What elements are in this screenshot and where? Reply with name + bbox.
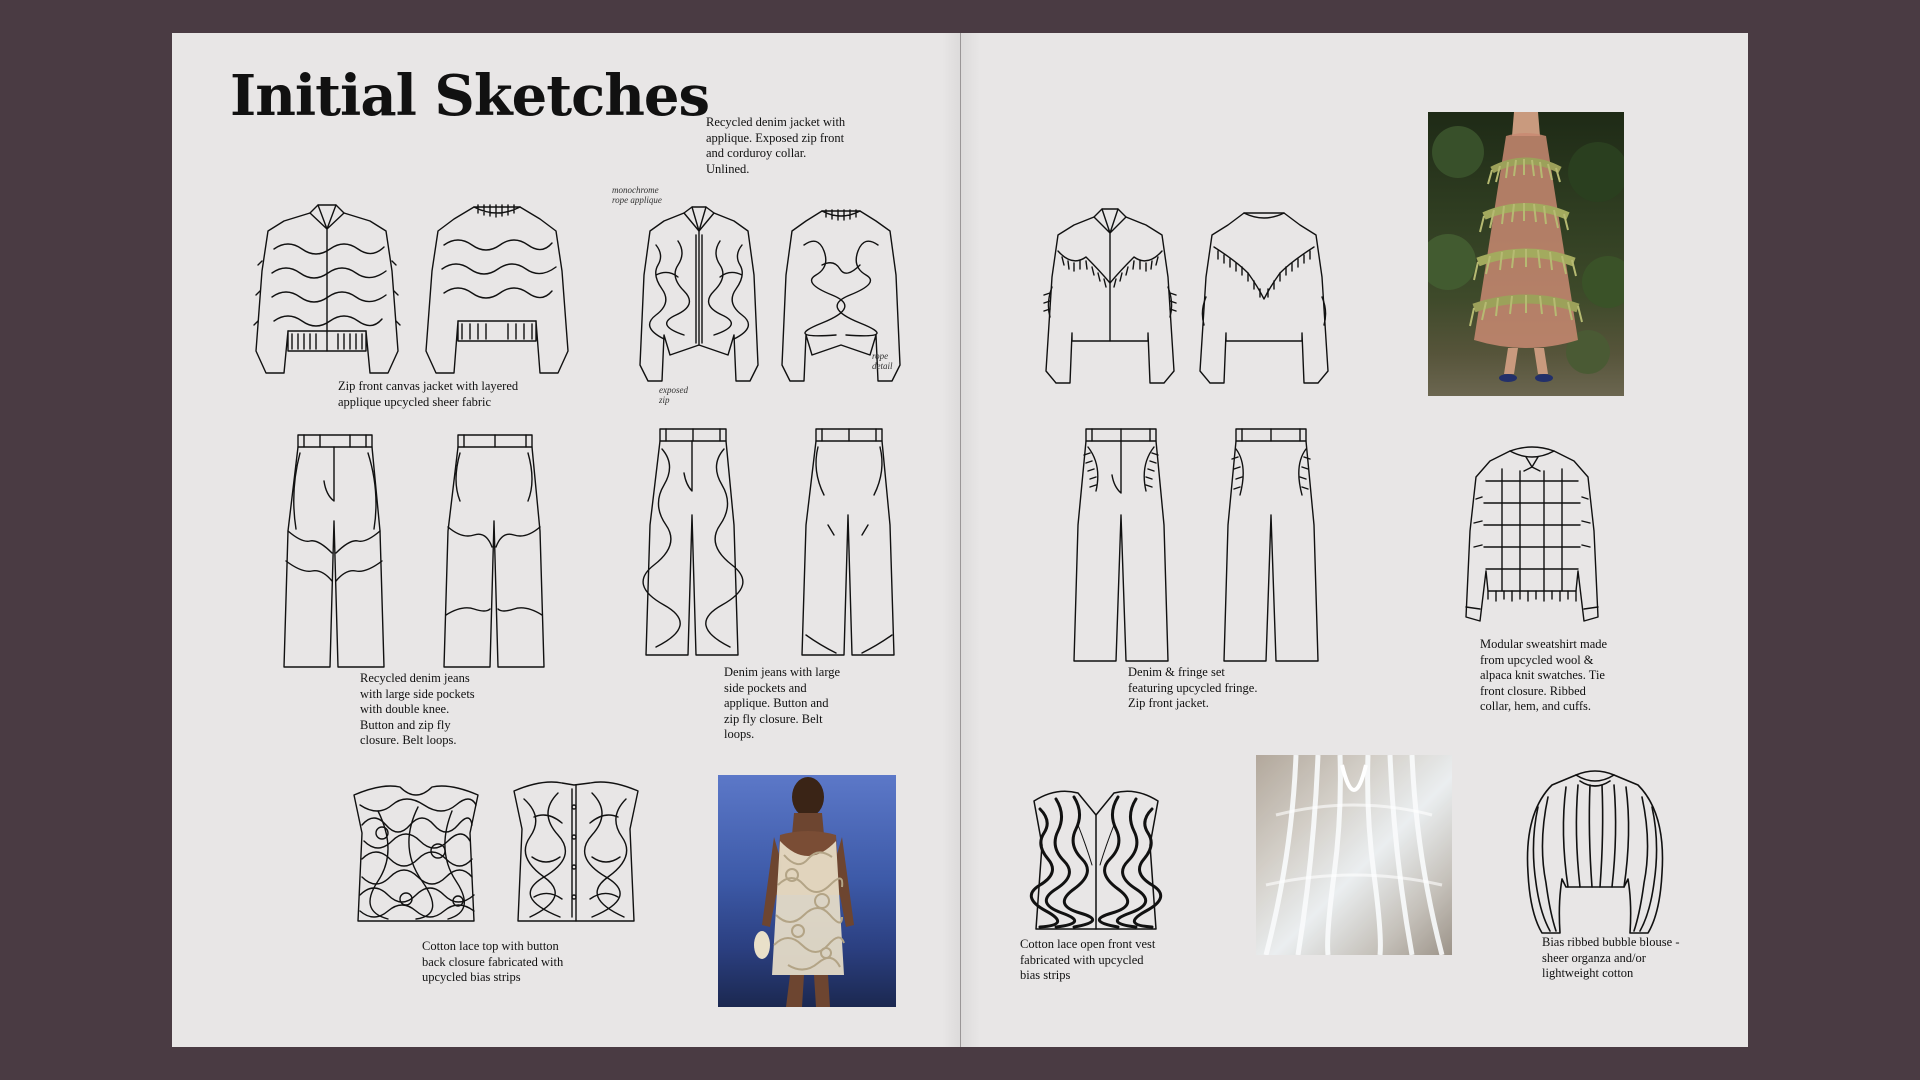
page-title: Initial Sketches (230, 63, 710, 129)
sketch-lace-top-front (348, 781, 484, 927)
sketch-canvas-jacket-front (252, 201, 402, 376)
caption-denim-jacket: Recycled denim jacket with applique. Exposed zip front and corduroy collar. Unlined. (706, 115, 846, 176)
photo-rope-lace-dress (718, 775, 896, 1007)
sketch-denim-jeans-back (798, 425, 898, 659)
caption-canvas-jacket: Zip front canvas jacket with layered applique upcycled sheer fabric (338, 379, 519, 409)
note-rope-applique: monochrome rope applique (612, 185, 662, 205)
sketch-modular-sweatshirt (1462, 441, 1602, 631)
caption-lace-top: Cotton lace top with button back closure fabricated with upcycled bias strips (422, 939, 564, 984)
note-exposed-zip: exposed zip (659, 385, 688, 405)
sketch-denim-jeans-front (642, 425, 742, 659)
caption-denim-jeans: Denim jeans with large side pockets and applique. Button and zip fly closure. Belt loops. (724, 665, 841, 741)
sketch-fringe-jeans-front (1068, 425, 1174, 665)
sketch-lace-vest (1026, 785, 1166, 935)
sketch-lace-top-back (508, 777, 644, 927)
sketch-denim-jacket-front (634, 205, 764, 383)
sketch-bubble-blouse (1520, 763, 1670, 941)
sketch-fringe-jacket-front (1042, 207, 1178, 385)
magazine-spread (172, 33, 1748, 1047)
caption-recycled-jeans: Recycled denim jeans with large side pockets with double knee. Button and zip fly closure. Belt loops. (360, 671, 475, 747)
note-rope-detail: rope detail (872, 351, 893, 371)
caption-sweatshirt: Modular sweatshirt made from upcycled wool & alpaca knit swatches. Tie front closure. Ribbed collar, hem, and cuffs. (1480, 637, 1608, 713)
photo-fringe-dress (1428, 112, 1624, 396)
sketch-fringe-jeans-back (1218, 425, 1324, 665)
caption-fringe-set: Denim & fringe set featuring upcycled fringe. Zip front jacket. (1128, 665, 1258, 710)
sketch-recycled-jeans-back (440, 431, 550, 671)
gutter-shadow (942, 33, 980, 1047)
sketch-recycled-jeans-front (280, 431, 390, 671)
caption-lace-vest: Cotton lace open front vest fabricated with upcycled bias strips (1020, 937, 1156, 982)
caption-bubble-blouse: Bias ribbed bubble blouse - sheer organza and/or lightweight cotton (1542, 935, 1680, 980)
photo-sheer-organza (1256, 755, 1452, 955)
sketch-canvas-jacket-back (422, 201, 572, 376)
page-gutter (960, 33, 961, 1047)
sketch-fringe-jacket-back (1196, 207, 1332, 385)
